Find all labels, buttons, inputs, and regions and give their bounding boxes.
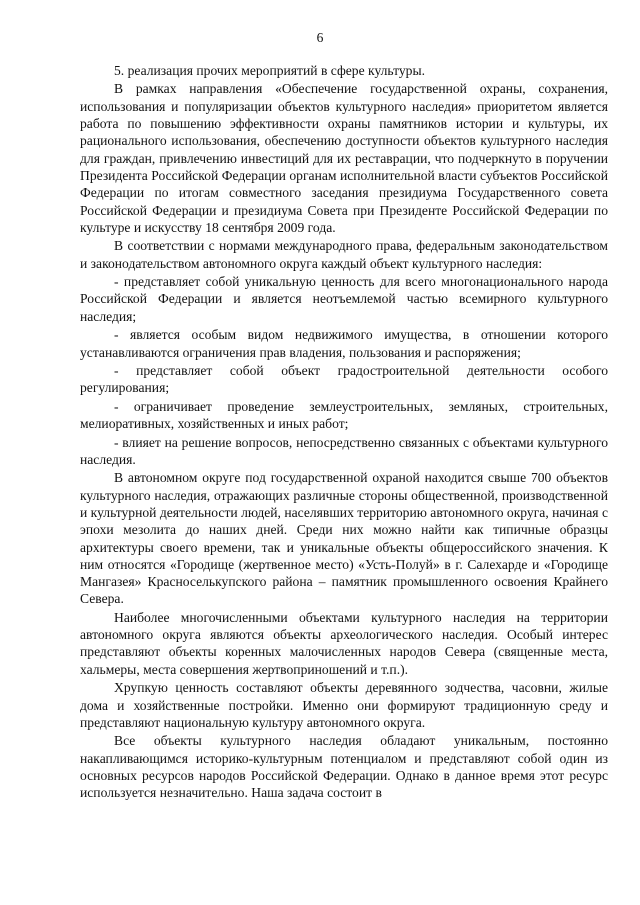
bullet-affects-decisions: - влияет на решение вопросов, непосредственно связанных с объектами культурного наследия. [80,434,608,467]
paragraph-protected-objects: В автономном округе под государственной охраной находится свыше 700 объектов культурного наследия, отражающих различные стороны общественной, производственной и культурной деятельности людей, населявших территорию автономного округа, начиная с эпохи мезолита до наших дней. Среди них можно найти как типичные образцы архитектуры своего времени, так и уникальные объекты общероссийского значения. К ним относятся «Городище (жертвенное место) «Усть-Полуй» в г. Салехарде и «Городище Мангазея» Красноселькупского района – памятник промышленного освоения Крайнего Севера. [80,470,608,607]
paragraph-item-5: 5. реализация прочих мероприятий в сфере культуры. [114,63,425,78]
document-body [80,62,608,803]
bullet-urban-planning: - представляет собой объект градостроительной деятельности особого регулирования; [80,362,608,396]
bullet-unique-value: - представляет собой уникальную ценность для всего многонационального народа Российской Федерации и является неотъемлемой частью всемирного культурного наследия; [80,274,608,324]
paragraph-archaeology: Наиболее многочисленными объектами культурного наследия на территории автономного округа являются объекты археологического наследия. Особый интерес представляют объекты коренных малочисленных народов Севера (священные места, хальмеры, места совершения жертвоприношений и т.п.). [80,609,608,677]
paragraph-norms: В соответствии с нормами международного права, федеральным законодательством и законодательством автономного округа каждый объект культурного наследия: [80,238,608,271]
bullet-restricts-works: - ограничивает проведение землеустроительных, земляных, строительных, мелиоративных, хозяйственных и иных работ; [80,398,608,432]
paragraph-wooden-architecture: Хрупкую ценность составляют объекты деревянного зодчества, часовни, жилые дома и хозяйственные постройки. Именно они формируют традиционную среду и представляют национальную культуру автономного округа. [80,680,608,730]
paragraph-priority: В рамках направления «Обеспечение государственной охраны, сохранения, использования и популяризации объектов культурного наследия» приоритетом является работа по повышению эффективности охраны памятников истории и культуры, их рационального использования, обеспечению доступности объектов культурного наследия для граждан, привлечению инвестиций для их реставрации, что подчеркнуто в поручении Президента Российской Федерации органам исполнительной власти субъектов Российской Федерации по итогам совместного заседания президиума Государственного совета Российской Федерации и президиума Совета при Президенте Российской Федерации по культуре и искусству 18 сентября 2009 года. [80,81,608,235]
paragraph-resources: Все объекты культурного наследия обладают уникальным, постоянно накапливающимся историко-культурным потенциалом и представляют собой один из основных ресурсов народов Российской Федерации. Однако в данное время этот ресурс используется незначительно. Наша задача состоит в [80,733,608,801]
bullet-real-estate: - является особым видом недвижимого имущества, в отношении которого устанавливаются ограничения прав владения, пользования и распоряжения; [80,327,608,360]
page-number: 6 [316,30,324,45]
